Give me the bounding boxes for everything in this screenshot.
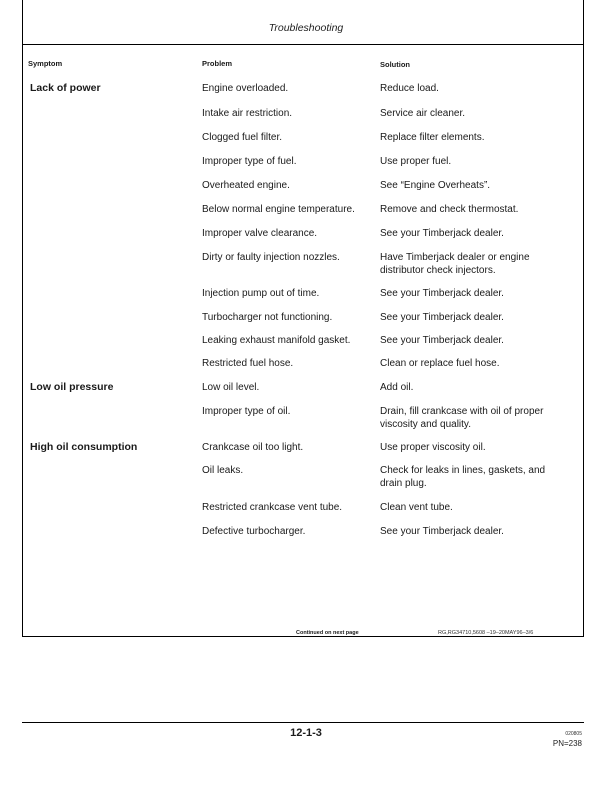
solution-cell: See your Timberjack dealer. — [380, 335, 504, 346]
table-right-border — [583, 44, 584, 636]
solution-cell: Use proper fuel. — [380, 156, 452, 167]
document-reference: RG,RG34710,5608 –19–20MAY96–3/6 — [438, 630, 534, 636]
problem-cell: Restricted fuel hose. — [202, 358, 294, 369]
problem-cell: Dirty or faulty injection nozzles. — [202, 252, 340, 263]
section-title: Troubleshooting — [268, 22, 344, 34]
footer-rule — [22, 722, 584, 723]
symptom-cell: Low oil pressure — [30, 381, 114, 393]
solution-cell: Replace filter elements. — [380, 132, 485, 143]
date-code: 020805 — [565, 731, 582, 737]
page-number: 12-1-3 — [290, 727, 322, 739]
problem-cell: Intake air restriction. — [202, 108, 293, 119]
problem-cell: Below normal engine temperature. — [202, 204, 355, 215]
problem-cell: Restricted crankcase vent tube. — [202, 502, 343, 513]
pn-label: PN=238 — [552, 739, 582, 748]
solution-cell: Check for leaks in lines, gaskets, and drain plug. — [380, 465, 546, 489]
problem-cell: Defective turbocharger. — [202, 526, 306, 537]
solution-cell: Have Timberjack dealer or engine distributor check injectors. — [380, 252, 530, 276]
problem-cell: Clogged fuel filter. — [202, 132, 283, 143]
solution-cell: Remove and check thermostat. — [380, 204, 519, 215]
problem-cell: Improper type of oil. — [202, 406, 291, 417]
symptom-cell: High oil consumption — [30, 441, 138, 453]
column-header-problem: Problem — [202, 59, 233, 68]
problem-cell: Leaking exhaust manifold gasket. — [202, 335, 351, 346]
table-left-border — [22, 44, 23, 636]
symptom-cell: Lack of power — [30, 82, 101, 94]
problem-cell: Engine overloaded. — [202, 83, 289, 94]
solution-cell: Clean or replace fuel hose. — [380, 358, 500, 369]
column-header-solution: Solution — [380, 60, 410, 69]
table-bottom-rule — [22, 636, 584, 637]
problem-cell: Turbocharger not functioning. — [202, 312, 333, 323]
solution-cell: Add oil. — [380, 382, 414, 393]
solution-cell: See your Timberjack dealer. — [380, 312, 504, 323]
solution-cell: Use proper viscosity oil. — [380, 442, 486, 453]
problem-cell: Oil leaks. — [202, 465, 244, 476]
solution-cell: Reduce load. — [380, 83, 439, 94]
solution-cell: See “Engine Overheats”. — [380, 180, 491, 191]
solution-cell: Drain, fill crankcase with oil of proper viscosity and quality. — [380, 406, 544, 430]
continued-note: Continued on next page — [296, 630, 359, 636]
solution-cell: See your Timberjack dealer. — [380, 228, 504, 239]
header-rule — [22, 44, 584, 45]
problem-cell: Improper valve clearance. — [202, 228, 318, 239]
problem-cell: Crankcase oil too light. — [202, 442, 304, 453]
problem-cell: Injection pump out of time. — [202, 288, 320, 299]
solution-cell: See your Timberjack dealer. — [380, 526, 504, 537]
solution-cell: See your Timberjack dealer. — [380, 288, 504, 299]
problem-cell: Low oil level. — [202, 382, 260, 393]
solution-cell: Clean vent tube. — [380, 502, 453, 513]
problem-cell: Improper type of fuel. — [202, 156, 297, 167]
solution-cell: Service air cleaner. — [380, 108, 466, 119]
column-header-symptom: Symptom — [28, 59, 63, 68]
problem-cell: Overheated engine. — [202, 180, 290, 191]
